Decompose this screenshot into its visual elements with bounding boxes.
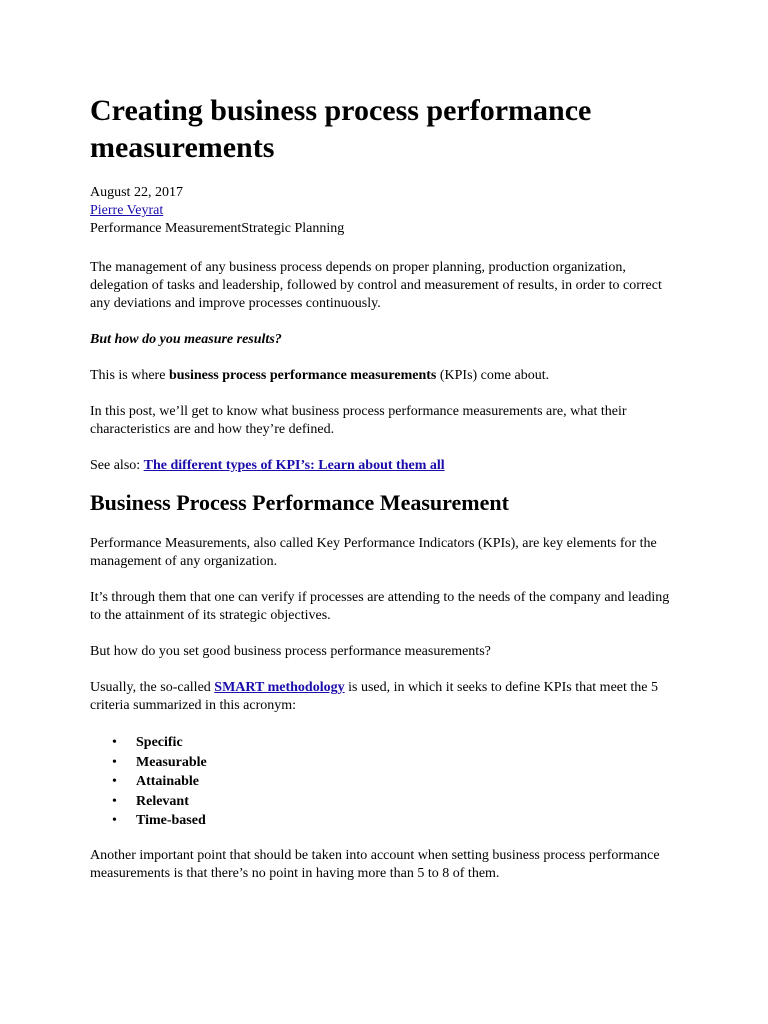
list-item-label: Specific (136, 735, 183, 750)
smart-methodology-link[interactable]: SMART methodology (214, 680, 345, 695)
bullet-icon: • (112, 754, 117, 770)
bullet-icon: • (112, 793, 117, 809)
section-paragraph-2: It’s through them that one can verify if processes are attending to the needs of the company and leading to the attainment of its strategic objectives. (90, 590, 670, 623)
article (90, 92, 680, 883)
kpi-bold-text: business process performance measurements (168, 368, 437, 383)
bullet-icon: • (112, 813, 117, 828)
kpi-suffix-text: (KPIs) come about. (436, 368, 550, 383)
list-item-label: Measurable (136, 754, 207, 770)
smart-paragraph (90, 679, 680, 715)
post-categories: Performance MeasurementStrategic Planning (90, 221, 345, 236)
section-paragraph-3: But how do you set good business process performance measurements? (90, 644, 491, 659)
post-date: August 22, 2017 (90, 185, 183, 200)
list-item (112, 772, 680, 792)
list-item-label: Time-based (136, 813, 206, 828)
list-item (112, 753, 680, 773)
section-paragraph-1: Performance Measurements, also called Key Performance Indicators (KPIs), are key elements for the management of any organization. (90, 536, 657, 569)
list-item (112, 811, 680, 831)
smart-suffix-text: is used, in which it seeks to define KPIs that meet the 5 criteria summarized in this acronym: (90, 680, 658, 713)
list-item-label: Relevant (136, 793, 189, 809)
page-title: Creating business process performance measurements (90, 94, 592, 164)
list-item (112, 733, 680, 753)
kpi-paragraph (90, 367, 680, 385)
bullet-icon: • (112, 735, 117, 750)
bullet-icon: • (112, 774, 117, 789)
author-link[interactable]: Pierre Veyrat (90, 203, 164, 218)
list-item-label: Attainable (136, 774, 199, 789)
section-heading: Business Process Performance Measurement (90, 490, 509, 515)
intro-paragraph: The management of any business process depends on proper planning, production organization, delegation of tasks and leadership, followed by control and measurement of results, in order to correct any deviations and improve processes continuously. (90, 260, 662, 311)
smart-prefix-text: Usually, the so-called (90, 680, 215, 695)
post-paragraph: In this post, we’ll get to know what business process performance measurements are, what their characteristics are and how they’re defined. (90, 404, 627, 437)
see-also-paragraph (90, 457, 680, 475)
list-item (112, 792, 680, 812)
see-also-link[interactable]: The different types of KPI’s: Learn about them all (143, 458, 445, 473)
see-also-label: See also: (90, 458, 144, 473)
final-paragraph: Another important point that should be taken into account when setting business process performance measurements is that there’s no point in having more than 5 to 8 of them. (90, 847, 660, 881)
question-paragraph: But how do you measure results? (90, 332, 282, 347)
kpi-prefix-text: This is where (90, 368, 169, 383)
smart-criteria-list (90, 733, 680, 831)
post-meta (90, 184, 680, 238)
